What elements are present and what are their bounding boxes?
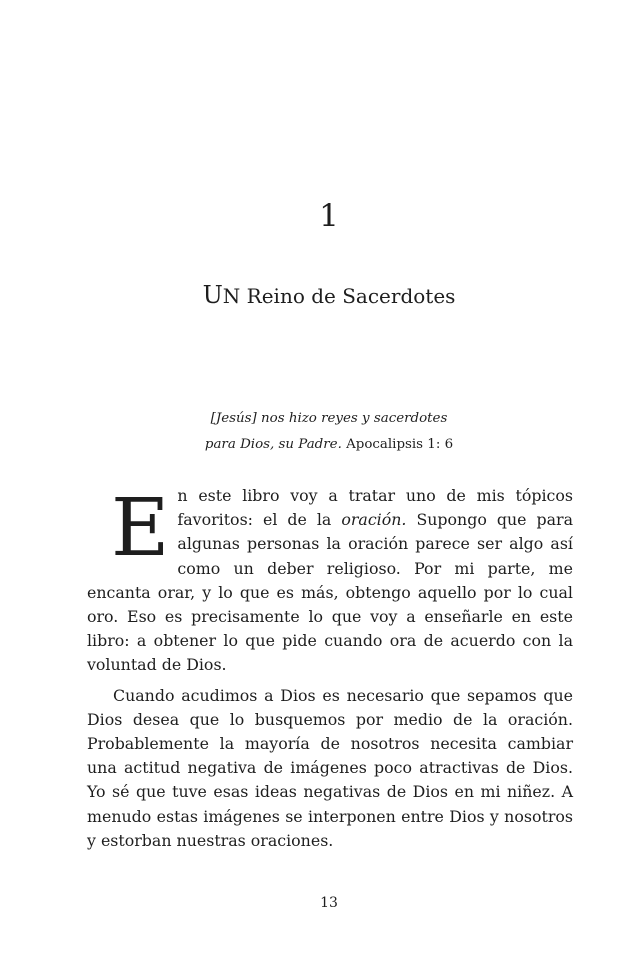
chapter-number: 1 bbox=[319, 198, 339, 234]
chapter-title bbox=[0, 280, 638, 311]
chapter-title-smallcaps: N bbox=[222, 284, 241, 308]
page-number: 13 bbox=[320, 895, 338, 911]
paragraph-2: Cuando acudimos a Dios es necesario que sepamos que Dios desea que lo busquemos por medio de la oración. Probablemente la mayoría de nosotros necesita cambiar una actitud negativa de imágenes poco atractivas de Dios. Yo sé que tuve esas ideas negativas de Dios en mi niñez. A menudo estas imágenes se interponen entre Dios y nosotros y estorban nuestras oraciones. bbox=[87, 685, 573, 850]
paragraph-1-emphasis: oración. bbox=[341, 510, 407, 530]
paragraph-1 bbox=[87, 481, 573, 678]
chapter-title-initial: U bbox=[202, 281, 223, 309]
drop-cap: E bbox=[111, 481, 170, 574]
paragraph-1-text-end: Supongo que para algunas personas la oración parece ser algo así como un deber religioso. Por mi parte, me encanta orar, y lo que es más, obtengo aquello por lo cual oro. Eso es precisamente lo que voy a enseñarle en este libro: a obtener lo que pide cuando ora de acuerdo con la voluntad de Dios. bbox=[87, 510, 573, 675]
epigraph-quote-end: para Dios, su Padre. bbox=[204, 437, 342, 452]
epigraph-line-2 bbox=[20, 432, 638, 458]
chapter-title-rest: Reino de Sacerdotes bbox=[240, 284, 456, 308]
paragraph-1-text-start: n este libro voy a tratar uno de mis tópicos favoritos: el de la bbox=[177, 486, 573, 530]
epigraph bbox=[0, 406, 638, 458]
epigraph-reference: Apocalipsis 1: 6 bbox=[341, 437, 454, 452]
body-text bbox=[87, 481, 573, 853]
epigraph-line-1: [Jesús] nos hizo reyes y sacerdotes bbox=[210, 411, 448, 426]
